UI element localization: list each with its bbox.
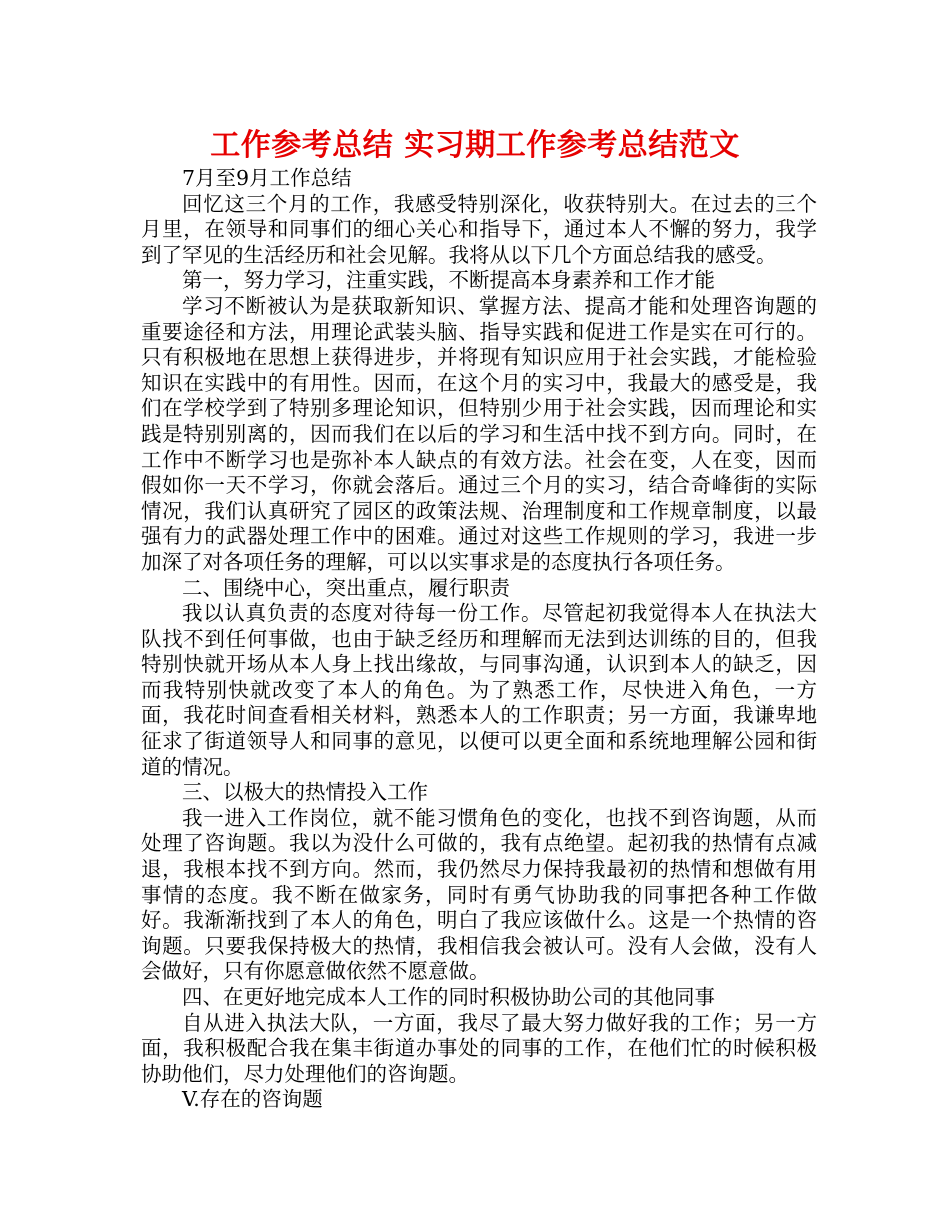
section-heading-3: 三、以极大的热情投入工作 [182,780,428,805]
section-heading-2: 二、围绕中心，突出重点，履行职责 [182,575,510,600]
paragraph-6: 自从进入执法大队，一方面，我尽了最大努力做好我的工作；另一方面，我积极配合我在集丰街道办事处的同事的工作，在他们忙的时候积极协助他们，尽力处理他们的咨询题。 [141,1010,817,1086]
paragraph-4: 我以认真负责的态度对待每一份工作。尽管起初我觉得本人在执法大队找不到任何事做，也由于缺乏经历和理解而无法到达训练的目的，但我特别快就开场从本人身上找出缘故，与同事沟通，认识到本人的缺乏，因而我特别快就改变了本人的角色。为了熟悉工作，尽快进入角色，一方面，我花时间查看相关材料，熟悉本人的工作职责；另一方面，我谦卑地征求了街道领导人和同事的意见，以便可以更全面和系统地理解公园和街道的情况。 [141,601,817,779]
document-title: 工作参考总结 实习期工作参考总结范文 [210,128,740,163]
section-heading-1: 第一，努力学习，注重实践，不断提高本身素养和工作才能 [182,268,715,293]
section-heading-5: V.存在的咨询题 [182,1087,323,1112]
paragraph-2: 回忆这三个月的工作，我感受特别深化，收获特别大。在过去的三个月里，在领导和同事们的细心关心和指导下，通过本人不懈的努力，我学到了罕见的生活经历和社会见解。我将从以下几个方面总结我的感受。 [141,191,817,267]
paragraph-1: 7月至9月工作总结 [182,166,352,190]
paragraph-5: 我一进入工作岗位，就不能习惯角色的变化，也找不到咨询题，从而处理了咨询题。我以为没什么可做的，我有点绝望。起初我的热情有点减退，我根本找不到方向。然而，我仍然尽力保持我最初的热情和想做有用事情的态度。我不断在做家务，同时有勇气协助我的同事把各种工作做好。我渐渐找到了本人的角色，明白了我应该做什么。这是一个热情的咨询题。只要我保持极大的热情，我相信我会被认可。没有人会做，没有人会做好，只有你愿意做依然不愿意做。 [141,805,817,984]
section-heading-4: 四、在更好地完成本人工作的同时积极协助公司的其他同事 [182,985,715,1009]
paragraph-3: 学习不断被认为是获取新知识、掌握方法、提高才能和处理咨询题的重要途径和方法，用理论武装头脑、指导实践和促进工作是实在可行的。只有积极地在思想上获得进步，并将现有知识应用于社会实践，才能检验知识在实践中的有用性。因而，在这个月的实习中，我最大的感受是，我们在学校学到了特别多理论知识，但特别少用于社会实践，因而理论和实践是特别别离的，因而我们在以后的学习和生活中找不到方向。同时，在工作中不断学习也是弥补本人缺点的有效方法。社会在变，人在变，因而假如你一天不学习，你就会落后。通过三个月的实习，结合奇峰街的实际情况，我们认真研究了园区的政策法规、治理制度和工作规章制度，以最强有力的武器处理工作中的困难。通过对这些工作规则的学习，我进一步加深了对各项任务的理解，可以以实事求是的态度执行各项任务。 [141,293,817,574]
document-body [141,166,817,1113]
